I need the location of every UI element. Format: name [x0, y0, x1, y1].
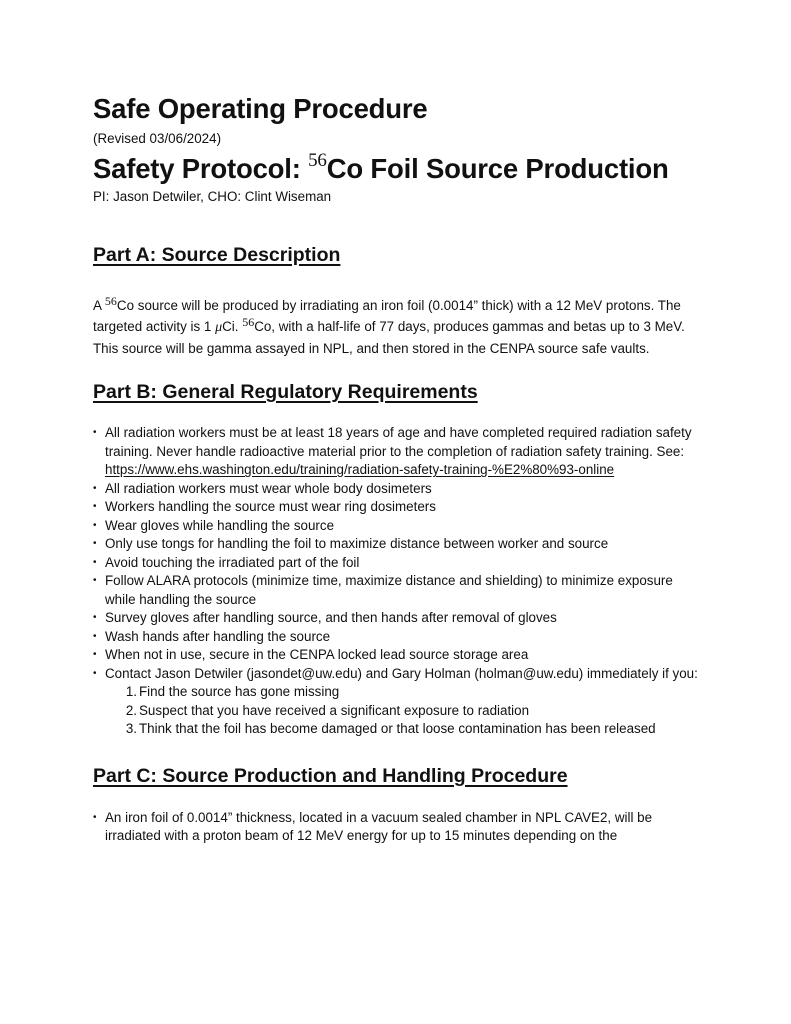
numbered-item-text: Think that the foil has become damaged or that loose contamination has been released: [139, 721, 656, 736]
bullet-icon: •: [93, 538, 97, 549]
part-b-heading: Part B: General Regulatory Requirements: [93, 381, 478, 403]
document-title: Safe Operating Procedure: [93, 93, 428, 124]
list-item: [93, 498, 703, 517]
list-item: [93, 665, 703, 739]
pi-line: PI: Jason Detwiler, CHO: Clint Wiseman: [93, 189, 332, 204]
isotope-mass-superscript: 56: [242, 315, 255, 329]
list-item: [93, 554, 703, 573]
list-item-text: Follow ALARA protocols (minimize time, maximize distance and shielding) to minimize exposure while handling the source: [105, 573, 673, 607]
requirements-list: [93, 424, 703, 739]
training-link[interactable]: https://www.ehs.washington.edu/training/radiation-safety-training-%E2%80%93-online: [105, 462, 615, 477]
list-item-text: Workers handling the source must wear ring dosimeters: [105, 499, 436, 514]
contact-conditions-list: [105, 683, 703, 739]
list-item-text: An iron foil of 0.0014” thickness, located in a vacuum sealed chamber in NPL CAVE2, will be irradiated with a proton beam of 12 MeV energy for up to 15 minutes depending on the: [105, 809, 653, 843]
paragraph-text: Co, with a half-life of 77 days, produces gammas and betas up to 3 MeV. This source will be gamma assayed in NPL, and then stored in the CENPA source safe vaults.: [93, 319, 685, 356]
list-item-text: Wash hands after handling the source: [105, 628, 331, 644]
list-item: [93, 535, 703, 554]
bullet-icon: •: [93, 427, 97, 438]
list-item-text: Survey gloves after handling source, and then hands after removal of gloves: [105, 610, 557, 625]
list-item: [93, 480, 703, 499]
revision-date: (Revised 03/06/2024): [93, 131, 222, 146]
list-item: [93, 646, 703, 665]
part-c-heading: Part C: Source Production and Handling Procedure: [93, 764, 568, 787]
micro-symbol: μ: [215, 320, 223, 335]
list-item: [93, 424, 703, 480]
list-item: [93, 609, 703, 628]
paragraph-text: Co source will be produced by irradiating an iron foil (0.0014” thick) with a 12 MeV protons. The targeted activity is 1: [93, 298, 681, 334]
item-number: 2.: [125, 702, 137, 718]
paragraph-text: Ci.: [222, 319, 243, 334]
bullet-icon: •: [93, 811, 97, 823]
bullet-icon: •: [93, 612, 97, 623]
list-item-text: Wear gloves while handling the source: [105, 517, 335, 533]
list-item-text: All radiation workers must be at least 18 years of age and have completed required radiation safety training. Never handle radioactive material prior to the completion of radiation safety training. See:: [105, 425, 692, 459]
protocol-title-prefix: Safety Protocol:: [93, 153, 309, 184]
procedure-list: [93, 809, 703, 846]
bullet-icon: •: [93, 519, 97, 531]
protocol-title: [93, 152, 703, 186]
paragraph-text: A: [93, 298, 105, 313]
bullet-icon: •: [93, 575, 97, 586]
list-item: [93, 809, 703, 846]
numbered-item: [105, 683, 703, 702]
part-a-heading: Part A: Source Description: [93, 244, 341, 266]
bullet-icon: •: [93, 649, 97, 660]
list-item: [93, 572, 703, 609]
bullet-icon: •: [93, 482, 97, 494]
protocol-title-suffix: Co Foil Source Production: [326, 153, 669, 184]
bullet-icon: •: [93, 501, 97, 512]
source-description-paragraph: [93, 295, 699, 359]
list-item-text: All radiation workers must wear whole body dosimeters: [105, 480, 432, 496]
document-page: [93, 92, 703, 846]
list-item: [93, 628, 703, 647]
isotope-mass-superscript: 56: [308, 150, 327, 171]
isotope-mass-superscript: 56: [104, 294, 117, 308]
numbered-item: [105, 720, 703, 739]
bullet-icon: •: [93, 556, 97, 568]
numbered-item-text: Suspect that you have received a significant exposure to radiation: [139, 702, 530, 718]
numbered-item: [105, 702, 703, 721]
list-item: [93, 517, 703, 536]
numbered-item-text: Find the source has gone missing: [139, 684, 340, 699]
list-item-text: Only use tongs for handling the foil to maximize distance between worker and source: [105, 536, 609, 551]
bullet-icon: •: [93, 630, 97, 642]
list-item-text: Contact Jason Detwiler (jasondet@uw.edu) and Gary Holman (holman@uw.edu) immediately if you:: [105, 665, 698, 681]
list-item-text: Avoid touching the irradiated part of the foil: [105, 554, 360, 570]
bullet-icon: •: [93, 667, 97, 679]
item-number: 3.: [125, 721, 137, 736]
item-number: 1.: [125, 684, 137, 699]
list-item-text: When not in use, secure in the CENPA locked lead source storage area: [105, 647, 529, 662]
